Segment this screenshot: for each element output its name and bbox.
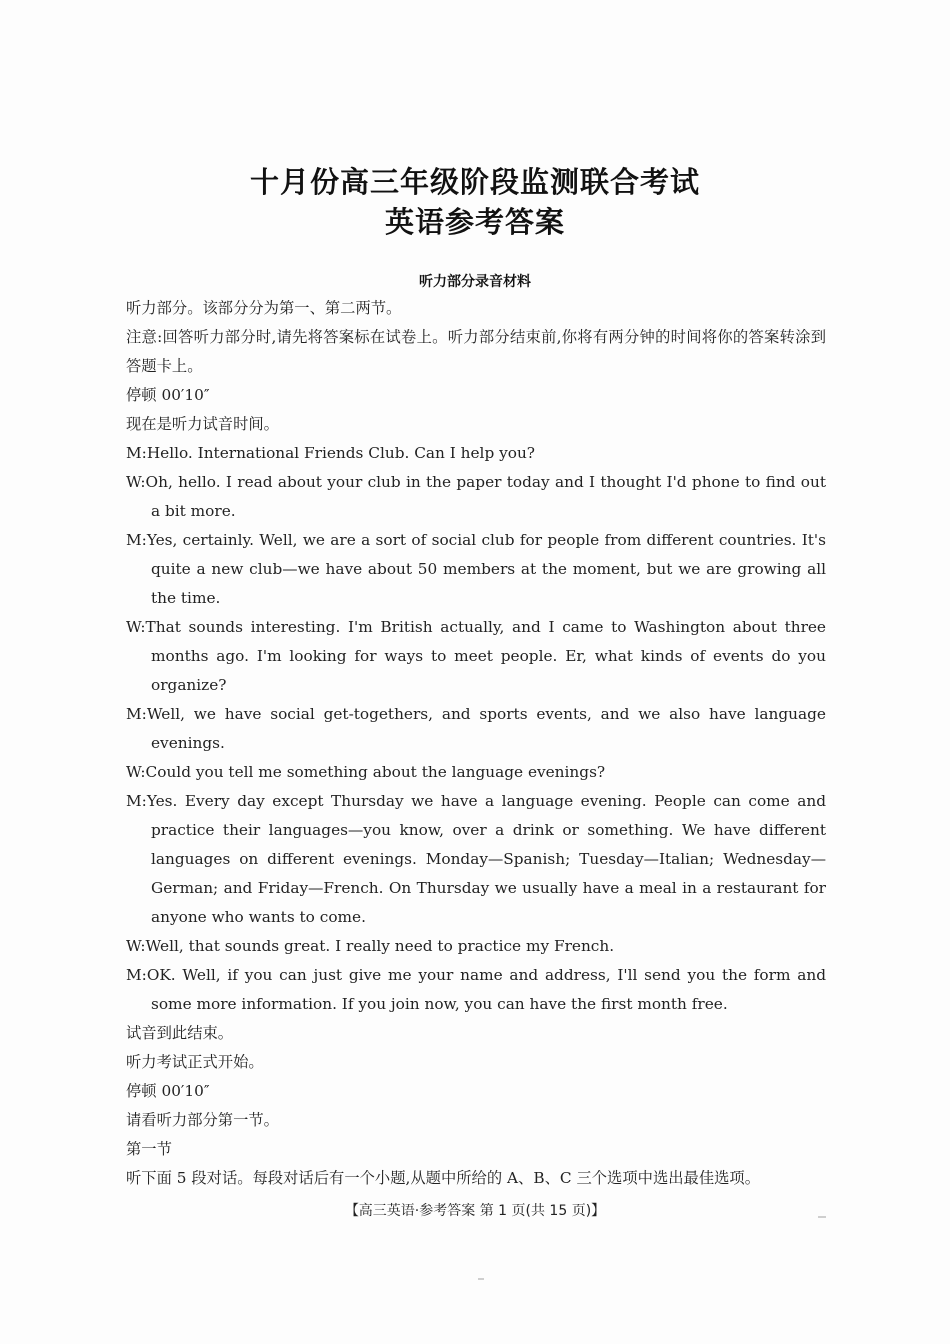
page-footer: 【高三英语·参考答案 第 1 页(共 15 页)】 [344,1203,606,1219]
dialogue-line: M:Hello. International Friends Club. Can I help you? [126,444,536,462]
intro-line: 听力部分。该部分分为第一、第二两节。 [126,299,402,317]
document-title: 十月份高三年级阶段监测联合考试 [249,165,700,199]
dialogue-line: W:Oh, hello. I read about your club in the paper today and I thought I'd phone to find out a bit more. [126,473,826,520]
outro-line: 请看听力部分第一节。 [126,1111,279,1129]
document-body [126,294,826,1193]
outro-line: 听力考试正式开始。 [126,1053,264,1071]
intro-line: 现在是听力试音时间。 [126,415,279,433]
pause-marker: 停顿 00′10″ [126,1082,210,1100]
dialogue-line: M:Well, we have social get-togethers, and sports events, and we also have language evenings. [126,705,826,752]
dialogue-line: W:That sounds interesting. I'm British actually, and I came to Washington about three months ago. I'm looking for ways to meet people. Er, what kinds of events do you organize? [126,618,826,694]
document-subtitle: 英语参考答案 [384,205,565,239]
dialogue-line: M:OK. Well, if you can just give me your name and address, I'll send you the form and some more information. If you join now, you can have the first month free. [126,966,826,1013]
intro-note: 注意:回答听力部分时,请先将答案标在试卷上。听力部分结束前,你将有两分钟的时间将你的答案转涂到答题卡上。 [126,328,826,375]
dialogue-line: W:Could you tell me something about the language evenings? [126,763,606,781]
outro-line: 试音到此结束。 [126,1024,234,1042]
section-label: 第一节 [126,1140,172,1158]
dialogue-line: M:Yes, certainly. Well, we are a sort of social club for people from different countries. It's quite a new club—we have about 50 members at the moment, but we are growing all the time. [126,531,826,607]
dialogue-line: M:Yes. Every day except Thursday we have a language evening. People can come and practice their languages—you know, over a drink or something. We have different languages on different evenings. Monday—Spanish; Tuesday—Italian; Wednesday—German; and Friday—French. On Thursday we usually have a meal in a restaurant for anyone who wants to come. [126,792,826,926]
pause-marker: 停顿 00′10″ [126,386,210,404]
scan-speck [478,1278,484,1280]
section-heading: 听力部分录音材料 [419,274,531,290]
dialogue-line: W:Well, that sounds great. I really need to practice my French. [126,937,615,955]
instruction-line: 听下面 5 段对话。每段对话后有一个小题,从题中所给的 A、B、C 三个选项中选出最佳选项。 [126,1169,761,1187]
scan-speck [818,1216,826,1218]
